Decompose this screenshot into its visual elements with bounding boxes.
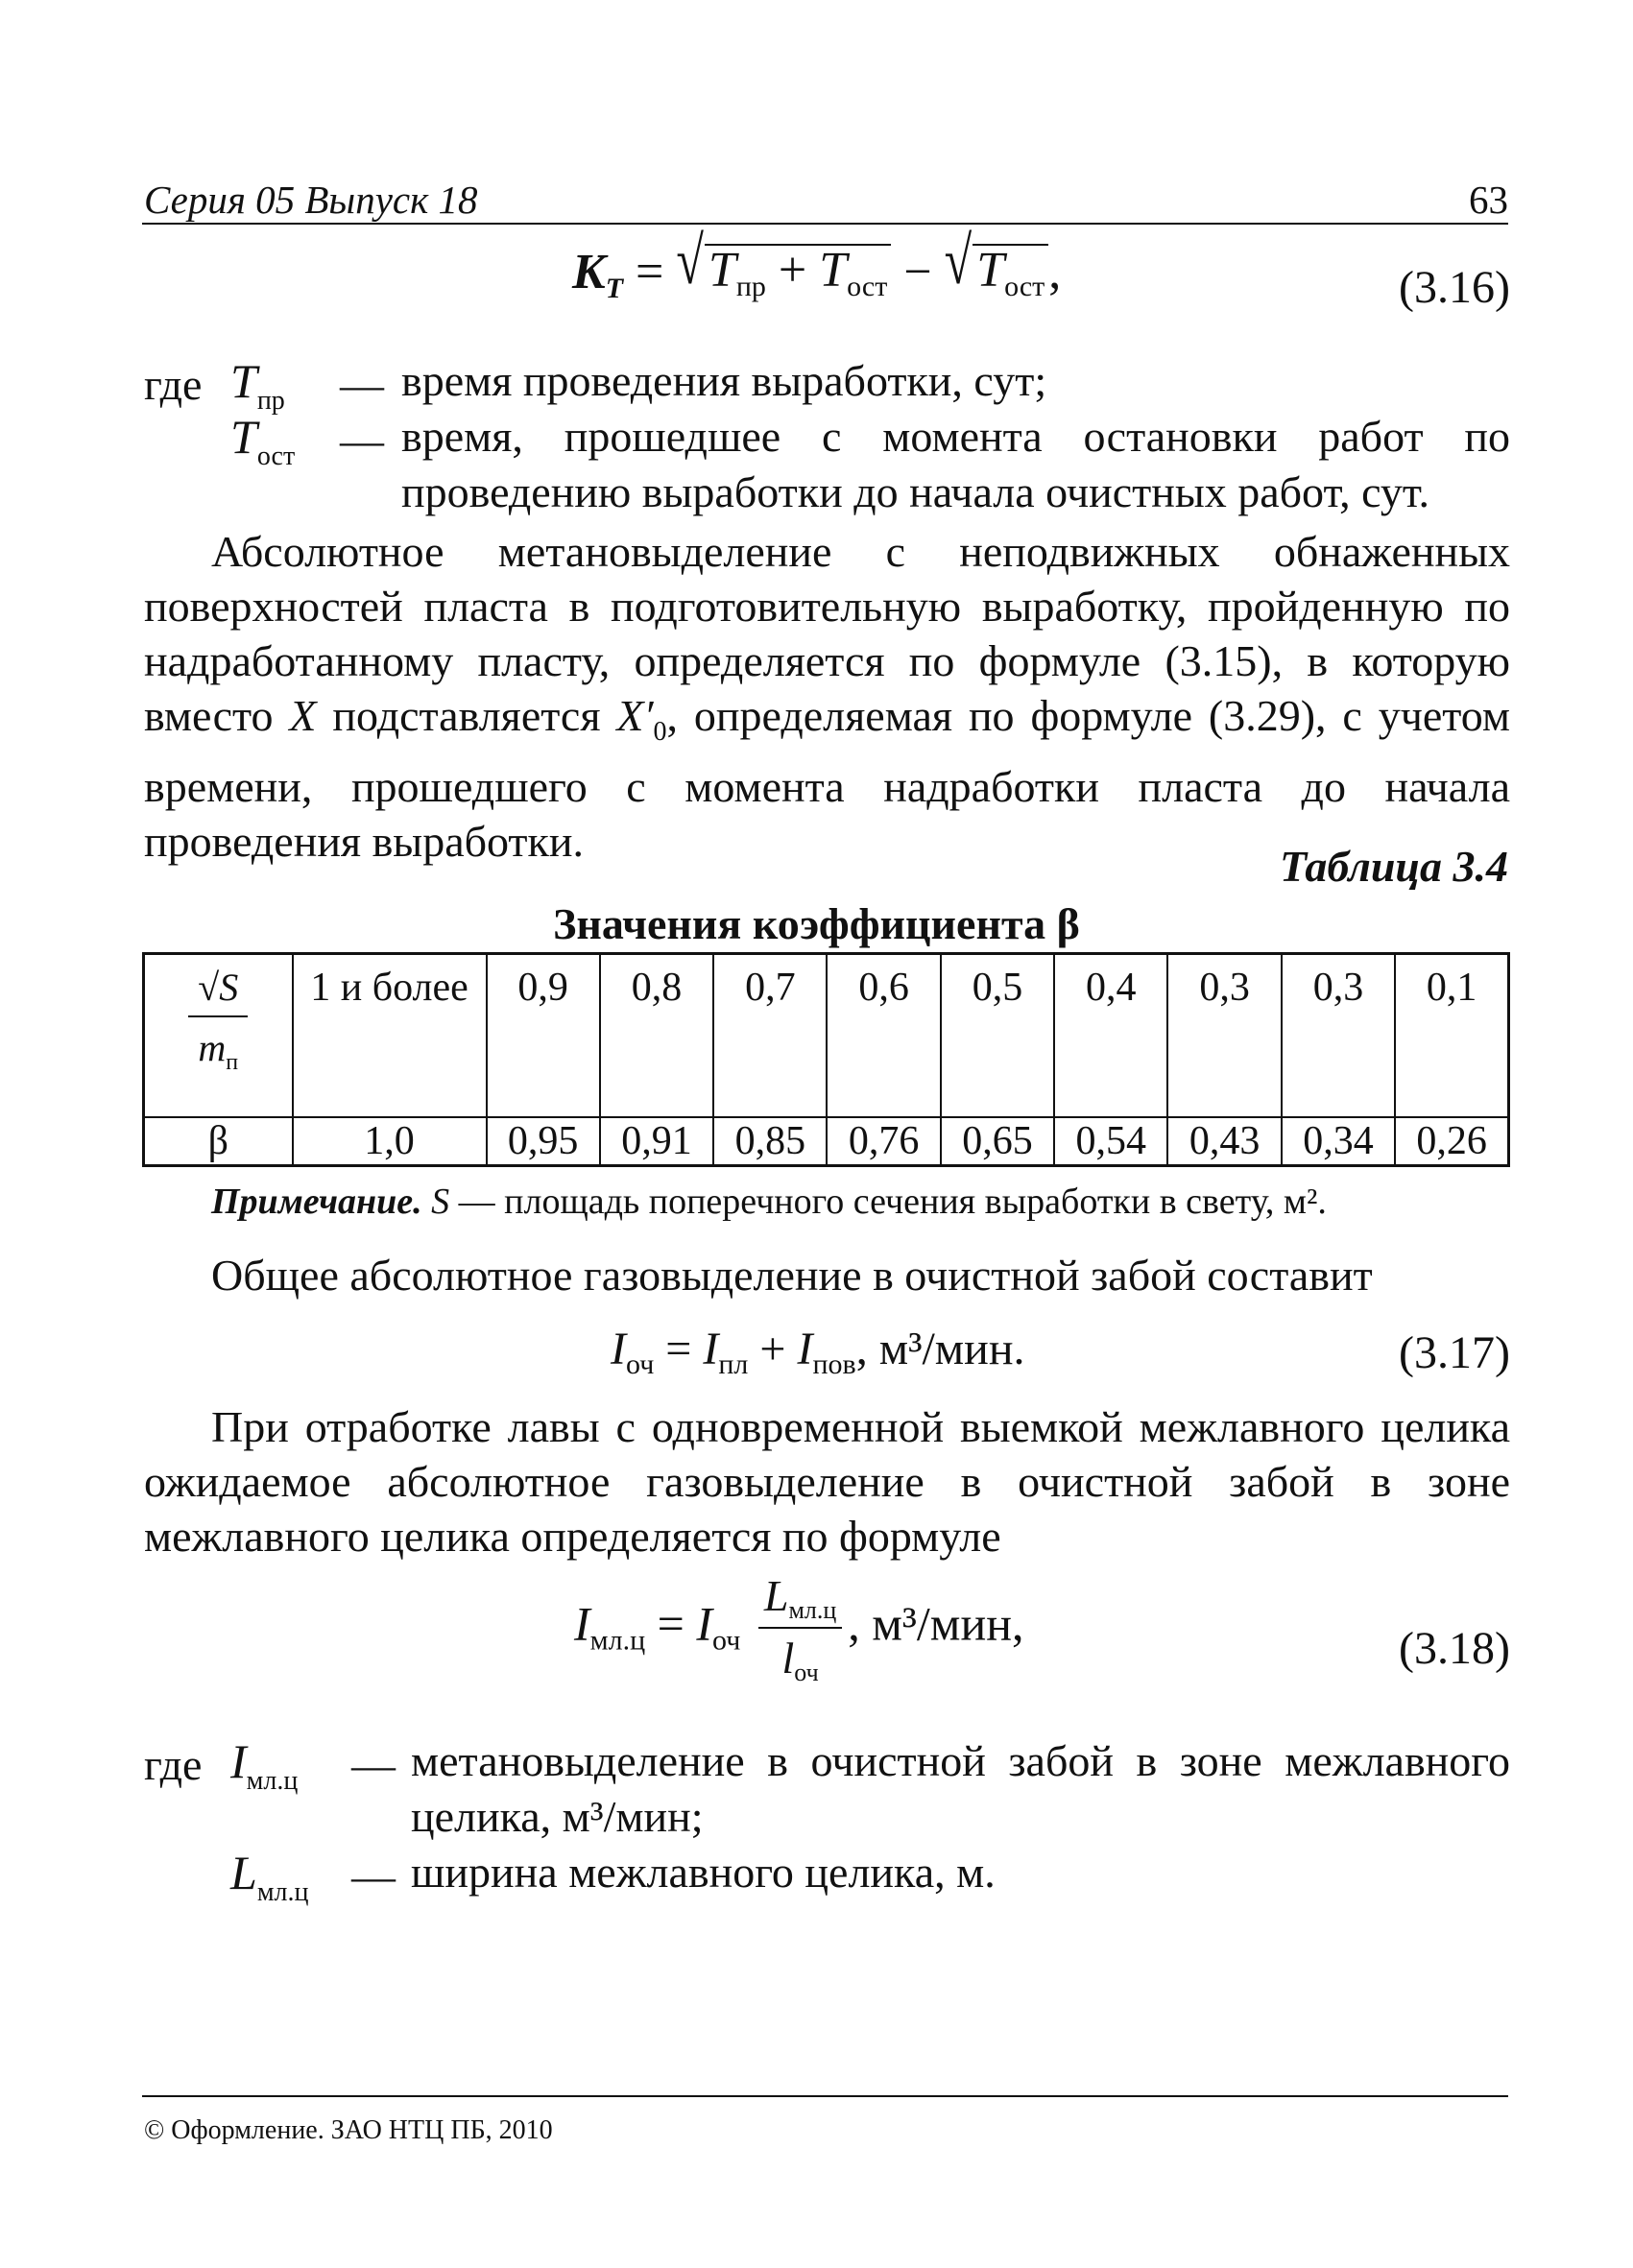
table-caption: Таблица 3.4 xyxy=(1279,842,1508,891)
table-note: Примечание. S — площадь поперечного сечения выработки в свету, м². xyxy=(211,1182,1327,1222)
table-cell: 1 и более xyxy=(293,954,487,1118)
def-symbol-t-ost: $T_{ост}$ xyxy=(230,410,296,471)
sqrt-single xyxy=(944,225,1049,302)
formula-3-18: $I_{мл.ц} = I_{оч}$ $L_{мл.ц}$ $l_{оч}$ , м³/мин, xyxy=(574,1571,1024,1686)
table-cell: 0,91 xyxy=(600,1117,713,1166)
formula-t-ost-subscript: ост xyxy=(847,271,888,302)
sqrt-sign-2: √ xyxy=(944,225,973,299)
def-symbol-i-ml: $I_{мл.ц}$ xyxy=(230,1734,299,1796)
paragraph-pillar-extraction: При отработке лавы с одновременной выемкой межлавного целика ожидаемое абсолютное газовыделение в очистной забой в зоне межлавного целика определяется по формуле xyxy=(144,1402,1510,1561)
table-cell: 0,85 xyxy=(713,1117,827,1166)
formula-comma: , xyxy=(1048,245,1062,299)
table-cell: 0,6 xyxy=(827,954,940,1118)
equation-number-3-17: (3.17) xyxy=(1399,1327,1510,1378)
formula-equals: = xyxy=(636,245,664,299)
def-dash: — xyxy=(340,416,384,465)
formula-kt-subscript: T xyxy=(605,273,624,304)
def-lead-where: где xyxy=(144,1740,203,1789)
equation-number-3-16: (3.16) xyxy=(1399,262,1510,313)
table-row-ratio xyxy=(144,954,1509,1118)
formula-3-17: $I_{оч} = I_{пл} + I_{пов}$, м³/мин. xyxy=(611,1324,1025,1380)
def-dash: — xyxy=(340,360,384,409)
def-lead-where: где xyxy=(144,360,203,409)
def-dash: — xyxy=(351,1740,396,1789)
formula-3-18-fraction: $L_{мл.ц}$ $l_{оч}$ xyxy=(758,1570,842,1687)
def-text-l-ml: ширина межлавного целика, м. xyxy=(411,1848,996,1897)
formula-t-ost: T xyxy=(819,243,848,298)
paragraph-methane-release: Абсолютное метановыделение с неподвижных обнаженных поверхностей пласта в подготовительную выработку, пройденную по надработанному пласту, определяется по формуле (3.15), в которую вместо X подставляется $X'_0$, определяемая по формуле (3.29), с учетом времени, прошедшего с момента надработки пласта до начала проведения выработки. xyxy=(144,527,1510,867)
paragraph-total-gas: Общее абсолютное газовыделение в очистной забой составит xyxy=(211,1251,1373,1300)
def-symbol-t-pr: $T_{пр}$ xyxy=(230,354,285,416)
table-cell: 0,5 xyxy=(941,954,1054,1118)
table-cell: 0,3 xyxy=(1167,954,1281,1118)
table-cell: 0,8 xyxy=(600,954,713,1118)
running-header: Серия 05 Выпуск 18 xyxy=(144,178,478,222)
ratio-numerator: √S xyxy=(188,965,248,1017)
table-cell: 0,65 xyxy=(941,1117,1054,1166)
sqrt-sum xyxy=(676,225,891,302)
def-text-i-ml: метановыделение в очистной забой в зоне межлавного целика, м³/мин; xyxy=(411,1736,1510,1841)
ratio-fraction xyxy=(188,965,248,1076)
table-cell: 1,0 xyxy=(293,1117,487,1166)
table-cell: 0,54 xyxy=(1054,1117,1167,1166)
table-cell: 0,26 xyxy=(1395,1117,1508,1166)
table-cell: 0,34 xyxy=(1282,1117,1395,1166)
header-rule xyxy=(142,223,1508,225)
table-cell: 0,4 xyxy=(1054,954,1167,1118)
table-cell: 0,95 xyxy=(487,1117,600,1166)
table-cell: 0,76 xyxy=(827,1117,940,1166)
def-text-t-pr: время проведения выработки, сут; xyxy=(401,356,1047,405)
table-head-ratio xyxy=(144,954,293,1118)
beta-coefficient-table xyxy=(142,952,1510,1167)
table-head-beta: β xyxy=(144,1117,293,1166)
table-cell: 0,3 xyxy=(1282,954,1395,1118)
formula-t-ost-2: T xyxy=(976,243,1005,298)
formula-t-ost-2-subscript: ост xyxy=(1004,271,1045,302)
footer-copyright: © Оформление. ЗАО НТЦ ПБ, 2010 xyxy=(144,2115,553,2145)
def-dash: — xyxy=(351,1851,396,1900)
table-row-beta xyxy=(144,1117,1509,1166)
table-cell: 0,43 xyxy=(1167,1117,1281,1166)
def-text-t-ost: время, прошедшее с момента остановки работ по проведению выработки до начала очистных работ, сут. xyxy=(401,412,1510,516)
table-cell: 0,9 xyxy=(487,954,600,1118)
formula-plus: + xyxy=(778,243,807,298)
def-symbol-l-ml: $L_{мл.ц}$ xyxy=(230,1846,309,1907)
table-cell: 0,7 xyxy=(713,954,827,1118)
page-number: 63 xyxy=(1469,178,1508,222)
formula-kt-symbol: K xyxy=(572,245,606,299)
equation-number-3-18: (3.18) xyxy=(1399,1623,1510,1674)
footer-rule xyxy=(142,2095,1508,2097)
formula-t-pr-subscript: пр xyxy=(735,271,766,302)
formula-3-16 xyxy=(572,225,1062,305)
ratio-denominator: $m_п$ xyxy=(198,1026,239,1075)
formula-minus: − xyxy=(903,245,932,299)
formula-t-pr: T xyxy=(708,243,736,298)
table-title: Значения коэффициента β xyxy=(553,899,1080,948)
table-cell: 0,1 xyxy=(1395,954,1508,1118)
sqrt-sign-1: √ xyxy=(676,225,704,299)
